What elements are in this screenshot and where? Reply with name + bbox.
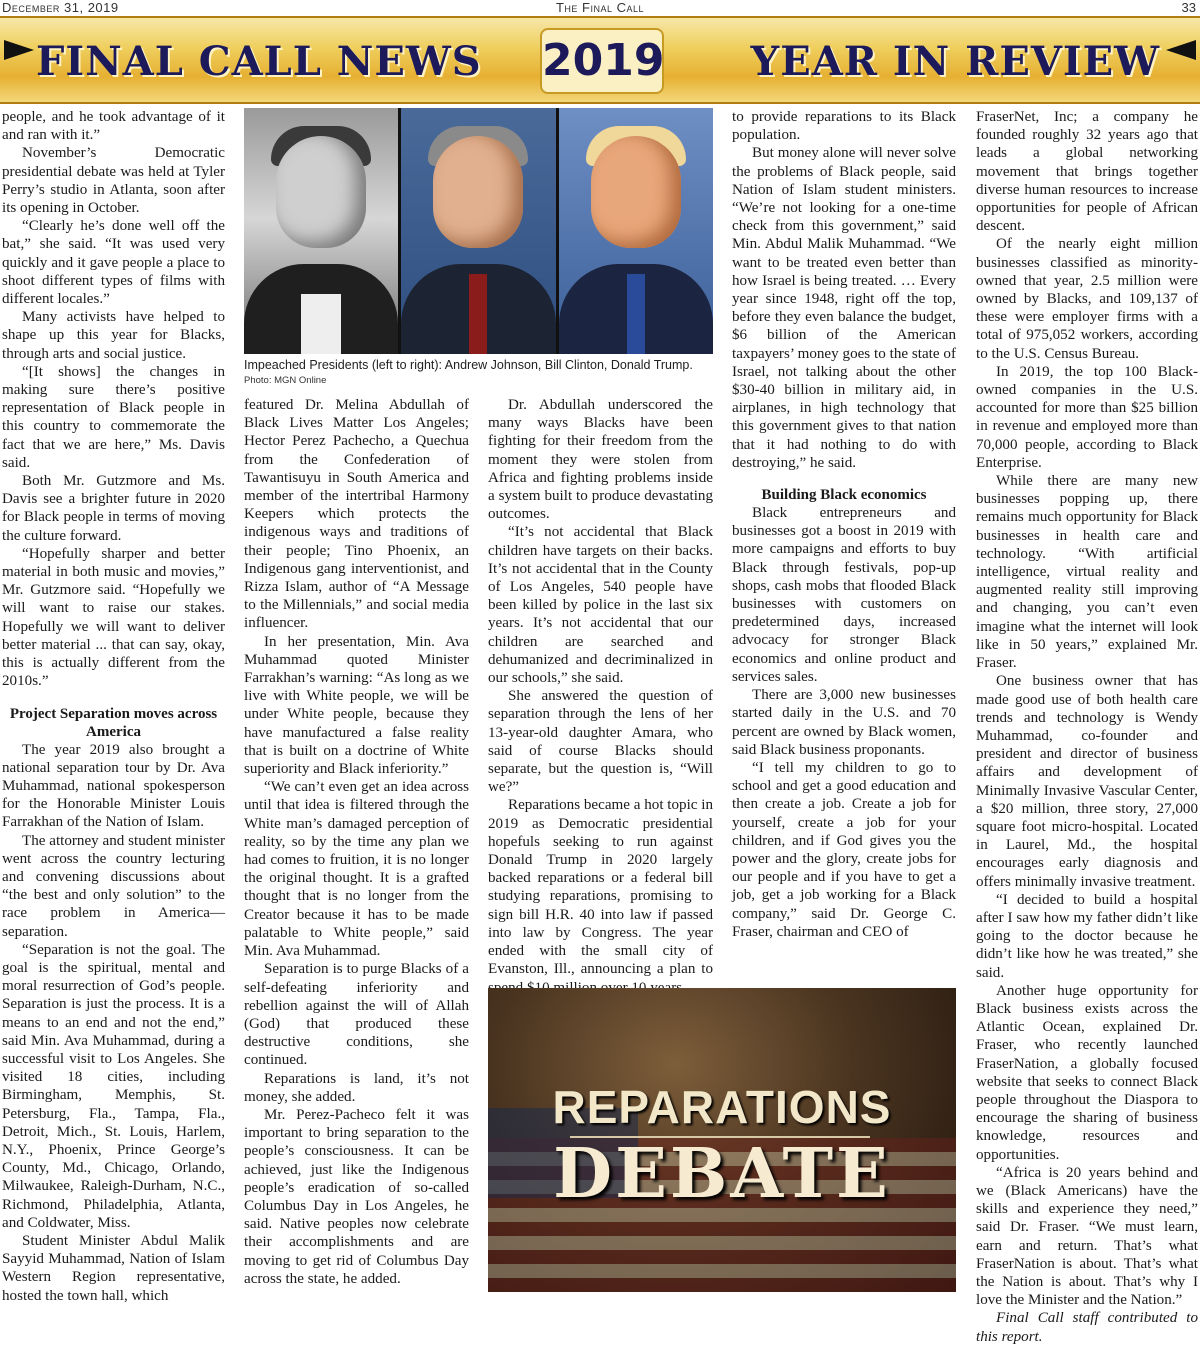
article-column-5	[976, 108, 1198, 1346]
portrait-trump	[559, 108, 713, 354]
banner-right-title: YEAR IN REVIEW	[750, 38, 1160, 85]
article-column-2	[244, 396, 469, 1288]
paragraph: In 2019, the top 100 Black-owned companies in the U.S. accounted for more than $25 billion in revenue and employed more than 70,000 people, according to Black Enterprise.	[976, 363, 1198, 471]
eagle-wing-icon	[1166, 40, 1196, 60]
paragraph: Another huge opportunity for Black business exists across the Atlantic Ocean, explained Dr. Fraser, who recently launched FraserNation, a globally focused website that seeks to connect Black people throughout the Diaspora to encourage the sharing of business knowledge, resources and opportunities.	[976, 982, 1198, 1163]
article-column-1	[2, 108, 225, 1305]
portrait-clinton	[401, 108, 555, 354]
paragraph: “We can’t even get an idea across until that idea is filtered through the White man’s damaged perception of reality, so by the time any plan we had comes to fruition, it is no longer the original thought. It is a grafted thought that is no longer from the Creator because it has to be made palatable to White people,” said Min. Ava Muhammad.	[244, 779, 469, 960]
page-number: 33	[1181, 0, 1196, 15]
paragraph: featured Dr. Melina Abdullah of Black Lives Matter Los Angeles; Hector Perez Pachecho, a Quechua from the Confederation of Tawantisuyu in South America and member of the intertribal Harmony Keepers which protects the indigenous ways and traditions of their people; Tino Phoenix, an Indigenous gang interventionist, and Rizza Islam, author of “A Message to the Millennials,” and social media influencer.	[244, 397, 469, 632]
paragraph: Many activists have helped to shape up this year for Blacks, through arts and social justice.	[2, 309, 225, 362]
subheading: Building Black economics	[761, 487, 927, 504]
paragraph: She answered the question of separation through the lens of her 13-year-old daughter Amara, who said of course Blacks should separate, but the question is, “Will we?”	[488, 688, 713, 796]
paragraph: “Clearly he’s done well off the bat,” she said. “It was used very quickly and it gave people a place to shoot different types of films with different locales.”	[2, 218, 225, 308]
paragraph: There are 3,000 new businesses started daily in the U.S. and 70 percent are owned by Black women, said Black business proponants.	[732, 687, 956, 758]
paragraph: Reparations became a hot topic in 2019 as Democratic presidential hopefuls seeking to run against Donald Trump in 2020 largely backed reparations or a federal bill studying reparations, promising to sign bill H.R. 40 into law if passed into law by Congress. The year ended with the small city of Evanston, Ill., announcing a plan to	[488, 797, 713, 978]
paragraph: But money alone will never solve the problems of Black people, said Nation of Islam student ministers. “We’re not looking for a one-time check from this government,” said Min. Abdul Malik Muhammad. “We want to be treated even better than how Israel is being treated. … Every year since 1948, right off the top, before they even balance the budget, $6 billion of the American taxpayers’ money goes to the state of Israel, not talking about the other $30-40 billion in military aid, in airplanes, in high technology that this government gives to that nation that it had nothing to do with destroying,” he said.	[732, 145, 956, 471]
paragraph: “I decided to build a hospital after I saw how my father didn’t like going to the doctor because he didn’t like how he was treated,” she said.	[976, 891, 1198, 981]
banner-left-title: FINAL CALL NEWS	[36, 38, 482, 85]
reparations-debate-graphic	[488, 988, 956, 1292]
paragraph: “I tell my children to go to school and get a good education and then create a job. Create a job for yourself, create a job for your children, and if God gives you the power and the glory, create jobs for our people and if you have to get a job, get a job working for a Black company,” said Dr. George C. Fraser, chairman and CEO of	[732, 759, 956, 940]
paragraph: While there are many new businesses popping up, there remains much opportunity for Black businesses in health care and technology. “With artificial intelligence, virtual reality and augmented reality still improving and changing, you can’t even imagine what the internet will look like in 50 years,” explained Mr. Fraser.	[976, 473, 1198, 672]
paragraph: Black entrepreneurs and businesses got a boost in 2019 with more campaigns and efforts to buy Black through festivals, pop-up shops, cash mobs that flooded Black businesses with customers on predetermined days, increased advocacy for stronger Black economics and online product and services sales.	[732, 505, 956, 685]
paragraph: The attorney and student minister went across the country lecturing and convening discussions about “the best and only solution” to the race problem in America—separation.	[2, 832, 225, 940]
graphic-title-line1: REPARATIONS	[552, 1081, 892, 1133]
eagle-wing-icon	[4, 40, 34, 60]
portrait-johnson	[244, 108, 398, 354]
paragraph: to provide reparations to its Black population.	[732, 109, 956, 144]
photo-caption: Impeached Presidents (left to right): Andrew Johnson, Bill Clinton, Donald Trump.	[244, 358, 693, 372]
section-banner	[0, 16, 1200, 104]
article-column-3	[488, 396, 713, 997]
photo-credit: Photo: MGN Online	[244, 375, 327, 386]
running-header	[0, 0, 1200, 16]
paragraph: Separation is to purge Blacks of a self-defeating inferiority and rebellion against the will of Allah (God) that produced these destructive conditions, she continued.	[244, 961, 469, 1069]
paragraph: FraserNet, Inc; a company he founded roughly 32 years ago that leads a global networking movement that brings together diverse human resources to increase opportunities for people of African descent.	[976, 109, 1198, 235]
banner-year: 2019	[540, 28, 664, 94]
paragraph: “Hopefully sharper and better material in both music and movies,” Mr. Gutzmore said. “Hopefully we will want to raise our stakes. Hopefully we will want to deliver better material ... that can say, okay, this is actually different from the 2010s.”	[2, 545, 225, 690]
paragraph: In her presentation, Min. Ava Muhammad quoted Minister Farrakhan’s warning: “As long as we live with White people, we will be under White people, because they have manufactured a false reality that is built on a doctrine of White superiority and Black inferiority.”	[244, 633, 469, 778]
paragraph: Dr. Abdullah underscored the many ways Blacks have been fighting for their freedom from the moment they were stolen from Africa and fighting problems inside a system built to produce devastating outcomes.	[488, 397, 713, 523]
article-column-4	[732, 108, 956, 941]
paragraph: Mr. Perez-Pacheco felt it was important to bring separation to the people’s consciousness. It can be achieved, just like the Indigenous people’s eradication of so-called Columbus Day in Los Angeles, he said. Native peoples now celebrate their accomplishments and are moving to get rid of Columbus Day across the state, he added.	[244, 1106, 469, 1287]
graphic-title-line2: DEBATE	[553, 1134, 891, 1214]
paragraph: “[It shows] the changes in making sure there’s positive representation of Black people in this country to commemorate the fact that we are here,” Ms. Davis said.	[2, 363, 225, 471]
paragraph: “Separation is not the goal. The goal is the spiritual, mental and moral resurrection of God’s people. Separation is just the process. It is a means to an end and not the end,” said Min. Ava Muhammad, during a successful visit to Los Angeles. She visited 18 cities, including Birmingham, Memphis, St. Petersburg, Fla., Tampa, Fla., Detroit, Mich., St. Louis, Harlem, N.Y., Phoenix, Prince George’s County, Md., Chicago, Orlando, Milwaukee, Raleigh-Durham, N.C., Richmond, Philadelphia, Atlanta, and Coldwater, Miss.	[2, 941, 225, 1231]
paragraph: “Africa is 20 years behind and we (Black Americans) have the skills and experience they need,” said Dr. Fraser. “We must learn, earn and return. That’s what FraserNation is about. That’s what the Nation is about. That’s why I love the Minister and the Nation.”	[976, 1164, 1198, 1309]
paragraph: Both Mr. Gutzmore and Ms. Davis see a brighter future in 2020 for Black people in terms of moving the culture forward.	[2, 473, 225, 544]
paragraph: Student Minister Abdul Malik Sayyid Muhammad, Nation of Islam Western Region representative, hosted the town hall, which	[2, 1232, 225, 1304]
paper-name: The Final Call	[555, 0, 645, 15]
paragraph: November’s Democratic presidential debate was held at Tyler Perry’s studio in Atlanta, soon after its opening in October.	[2, 145, 225, 217]
subheading: Project Separation moves across America	[9, 705, 218, 740]
paragraph: Of the nearly eight million businesses classified as minority-owned that year, 2.5 million were owned by Blacks, and 109,137 of these were employer firms with a total of 975,052 workers, according to the U.S. Census Bureau.	[976, 236, 1198, 362]
paragraph: people, and he took advantage of it and ran with it.”	[2, 109, 225, 144]
staff-credit: Final Call staff contributed to this report.	[976, 1310, 1198, 1345]
paragraph: The year 2019 also brought a national separation tour by Dr. Ava Muhammad, national spokesperson for the Honorable Minister Louis Farrakhan of the Nation of Islam.	[2, 741, 225, 831]
paragraph: One business owner that has made good use of both health care trends and technology is Wendy Muhammad, co-founder and president and director of business affairs and development of Minimally Invasive Vascular Center, a $20 million, three story, 27,000 square foot micro-hospital. Located in Laurel, Md., the hospital encourages early diagnosis and offers minimally invasive treatment.	[976, 673, 1198, 890]
impeached-presidents-photo	[244, 108, 713, 354]
issue-date: December 31, 2019	[2, 0, 119, 15]
paragraph: “It’s not accidental that Black children have targets on their backs. It’s not accidental that in the County of Los Angeles, 540 people have been killed by police in the last six years. It’s not accidental that our children are searched and dehumanized and decriminalized in our schools,” she said.	[488, 524, 713, 687]
paragraph: Reparations is land, it’s not money, she added.	[244, 1070, 469, 1105]
